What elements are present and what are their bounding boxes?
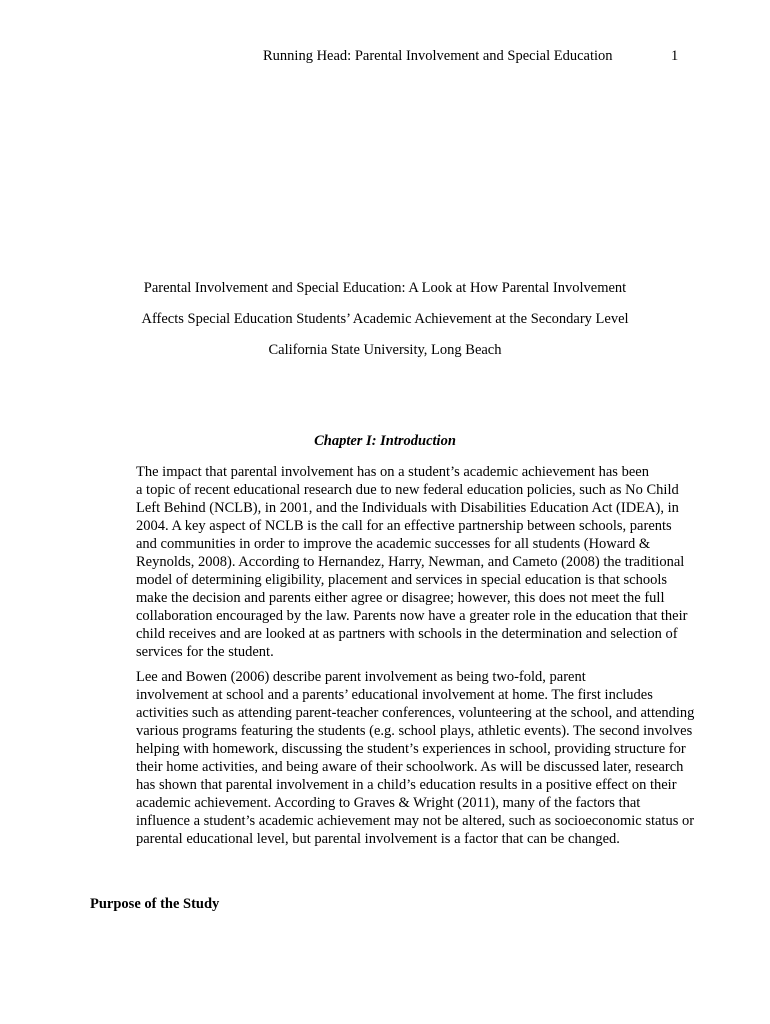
running-head: Running Head: Parental Involvement and Special Education (263, 48, 613, 64)
text-line: influence a student’s academic achievement may not be altered, such as socioeconomic status or (136, 813, 695, 829)
body-text (90, 463, 695, 855)
text-line: 2004. A key aspect of NCLB is the call for an effective partnership between schools, parents (136, 518, 672, 534)
section-heading: Purpose of the Study (90, 896, 220, 912)
text-line: helping with homework, discussing the student’s experiences in school, providing structure for (136, 741, 686, 757)
title-block (90, 278, 680, 371)
text-line: model of determining eligibility, placement and services in special education is that schools (136, 572, 667, 588)
text-line: activities such as attending parent-teacher conferences, volunteering at the school, and attending (136, 705, 695, 721)
text-line: involvement at school and a parents’ educational involvement at home. The first includes (136, 687, 653, 703)
chapter-heading: Chapter I: Introduction (314, 433, 456, 449)
text-line: various programs featuring the students (e.g. school plays, athletic events). The second involves (136, 723, 693, 739)
text-line: Reynolds, 2008). According to Hernandez, Harry, Newman, and Cameto (2008) the traditional (136, 554, 685, 570)
text-line: child receives and are looked at as partners with schools in the determination and selection of (136, 626, 678, 642)
text-line: has shown that parental involvement in a child’s education results in a positive effect on their (136, 777, 677, 793)
text-line: services for the student. (136, 644, 274, 660)
text-line: parental educational level, but parental involvement is a factor that can be changed. (136, 831, 620, 847)
text-line: academic achievement. According to Graves & Wright (2011), many of the factors that (136, 795, 641, 811)
paragraph (90, 668, 695, 848)
institution: California State University, Long Beach (268, 342, 502, 358)
text-line: make the decision and parents either agree or disagree; however, this does not meet the full (136, 590, 665, 606)
text-line: Lee and Bowen (2006) describe parent involvement as being two-fold, parent (136, 669, 586, 685)
text-line: collaboration encouraged by the law. Parents now have a greater role in the education that their (136, 608, 688, 624)
text-line: The impact that parental involvement has on a student’s academic achievement has been (136, 464, 649, 480)
text-line: a topic of recent educational research due to new federal education policies, such as No Child (136, 482, 679, 498)
title-line: Affects Special Education Students’ Academic Achievement at the Secondary Level (141, 311, 629, 327)
text-line: Left Behind (NCLB), in 2001, and the Individuals with Disabilities Education Act (IDEA), in (136, 500, 679, 516)
title-line: Parental Involvement and Special Education: A Look at How Parental Involvement (143, 280, 627, 296)
text-line: their home activities, and being aware of their schoolwork. As will be discussed later, research (136, 759, 684, 775)
paragraph (90, 463, 688, 661)
page-number: 1 (671, 48, 679, 64)
text-line: and communities in order to improve the academic successes for all students (Howard & (136, 536, 651, 552)
